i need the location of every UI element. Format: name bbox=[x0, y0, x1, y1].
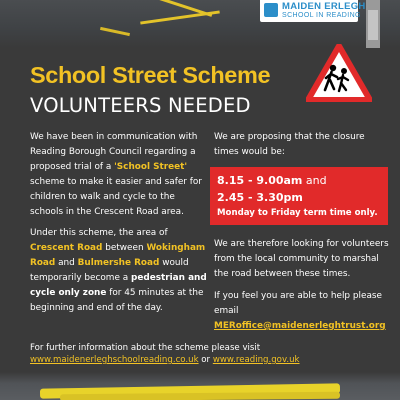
logo-name: MAIDEN ERLEGH bbox=[282, 1, 366, 12]
road-name: Bulmershe Road bbox=[77, 258, 160, 268]
left-column bbox=[30, 130, 210, 322]
yellow-road-line bbox=[60, 392, 340, 400]
road-post bbox=[366, 0, 380, 48]
council-website-link[interactable]: www.reading.gov.uk bbox=[212, 355, 300, 365]
poster-title: School Street Scheme bbox=[30, 62, 271, 88]
logo-subtitle: SCHOOL IN READING bbox=[282, 12, 361, 19]
school-logo-icon bbox=[264, 3, 278, 17]
footer bbox=[30, 342, 390, 366]
road-name: Crescent Road bbox=[30, 243, 103, 253]
zone-type: pedestrian and cycle only zone bbox=[30, 273, 207, 298]
volunteer-paragraph: We are therefore looking for volunteers from the local community to marshal the road between these times. bbox=[214, 239, 389, 279]
intro-paragraph: We have been in communication with Reading Borough Council regarding a proposed trial of a 'School Street' scheme to make it easier and safer for children to walk and cycle to the schools in the Crescent Road area. bbox=[30, 132, 202, 217]
scheme-paragraph: Under this scheme, the area of Crescent Road between Wokingham Road and Bulmershe Road would temporarily become a pedestrian and cycle only zone for 45 minutes at the beginning and end of the day. bbox=[30, 228, 207, 313]
school-logo bbox=[260, 0, 366, 22]
scheme-name: 'School Street' bbox=[114, 162, 188, 172]
contact-email-link[interactable]: MERoffice@maidenerleghtrust.org bbox=[214, 321, 386, 331]
road-name: Wokingham Road bbox=[30, 243, 206, 268]
closure-times-box bbox=[210, 167, 388, 225]
closure-intro: We are proposing that the closure times would be: bbox=[214, 132, 365, 157]
poster-subtitle: VOLUNTEERS NEEDED bbox=[30, 94, 251, 117]
days-note: Monday to Friday term time only. bbox=[217, 208, 378, 218]
footer-links: www.maidenerleghschoolreading.co.uk or www.reading.gov.uk bbox=[30, 355, 300, 365]
school-website-link[interactable]: www.maidenerleghschoolreading.co.uk bbox=[30, 355, 199, 365]
children-crossing-warning-icon bbox=[306, 44, 372, 102]
afternoon-time: 2.45 - 3.30pm bbox=[217, 191, 303, 204]
contact-paragraph: If you feel you are able to help please email MERoffice@maidenerleghtrust.org bbox=[214, 291, 386, 331]
right-column bbox=[214, 130, 390, 341]
footer-text: For further information about the scheme please visit bbox=[30, 343, 261, 353]
morning-time: 8.15 - 9.00am and bbox=[217, 174, 327, 187]
